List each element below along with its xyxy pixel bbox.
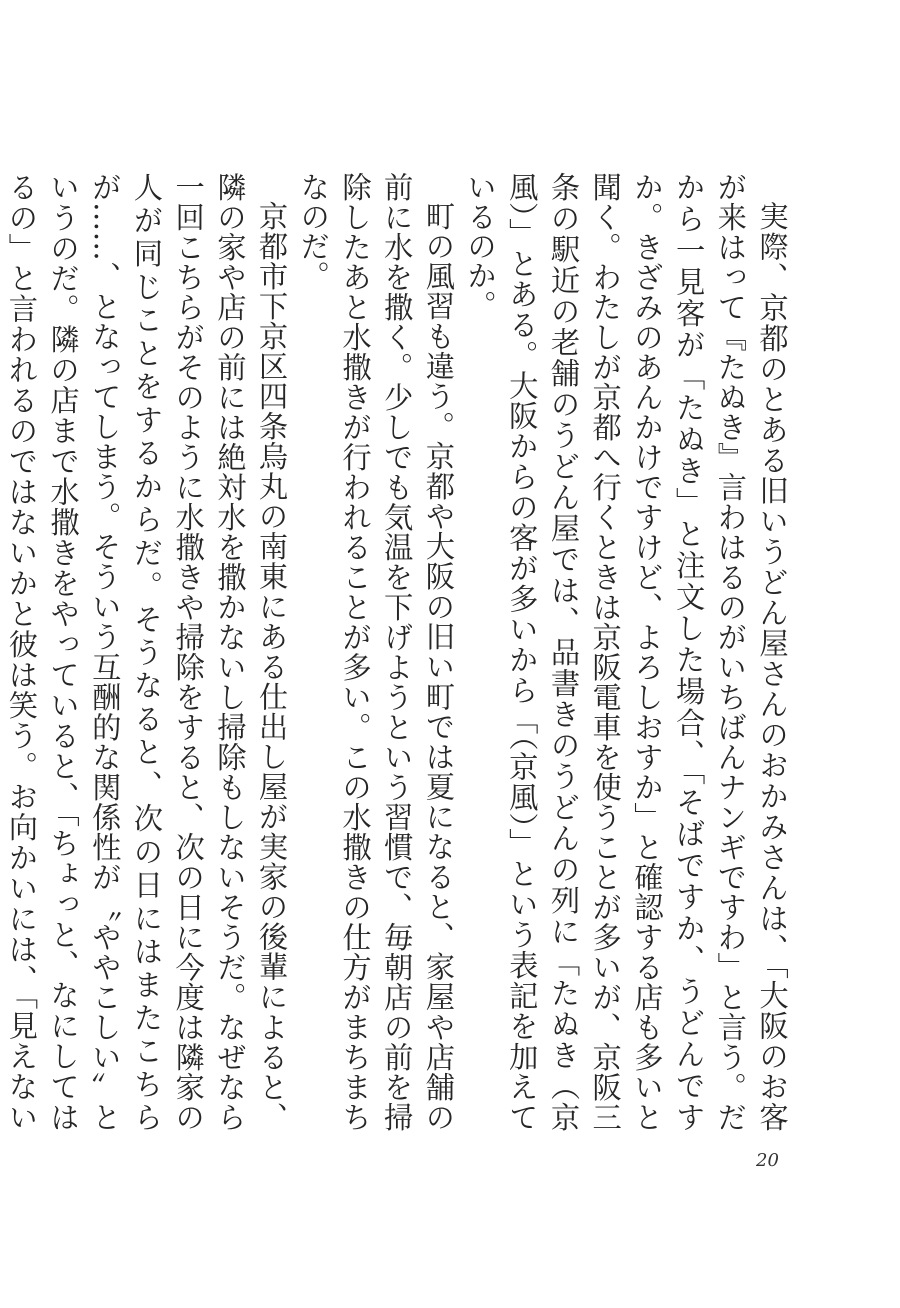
paragraph-1: 実際、京都のとある旧いうどん屋さんのおかみさんは、「大阪のお客が来はって『たぬき』言わはるのがいちばんナンギですわ」と言う。だから一見客が「たぬき」と注文した場合、「そばですか、うどんですか。きざみのあんかけですけど、よろしおすか」と確認する店も多いと聞く。わたしが京都へ行くときは京阪電車を使うことが多いが、京阪三条の駅近の老舗のうどん屋では、品書きのうどんの列に「たぬき（京風）」とある。大阪からの客が多いから「（京風）」という表記を加えているのか。 xyxy=(463,172,789,1132)
paragraph-2: 町の風習も違う。京都や大阪の旧い町では夏になると、家屋や店舗の前に水を撒く。少しでも気温を下げようという習慣で、毎朝店の前を掃除したあと水撒きが行われることが多い。この水撒きの仕方がまちまちなのだ。 xyxy=(296,172,456,1132)
vertical-body-text xyxy=(4,172,792,1132)
page-number: 20 xyxy=(756,1150,779,1171)
paragraph-3: 京都市下京区四条烏丸の南東にある仕出し屋が実家の後輩によると、隣の家や店の前には絶対水を撒かないし掃除もしないそうだ。なぜなら一回こちらがそのように水撒きや掃除をすると、次の日に今度は隣家の人が同じことをするからだ。そうなると、次の日にはまたこちらが……、となってしまう。そういう互酬的な関係性が〝ややこしい〟というのだ。隣の店まで水撒きをやっていると、「ちょっと、なにしてはるの」と言われるのではないかと彼は笑う。お向かいには、「見えない xyxy=(4,172,289,1132)
